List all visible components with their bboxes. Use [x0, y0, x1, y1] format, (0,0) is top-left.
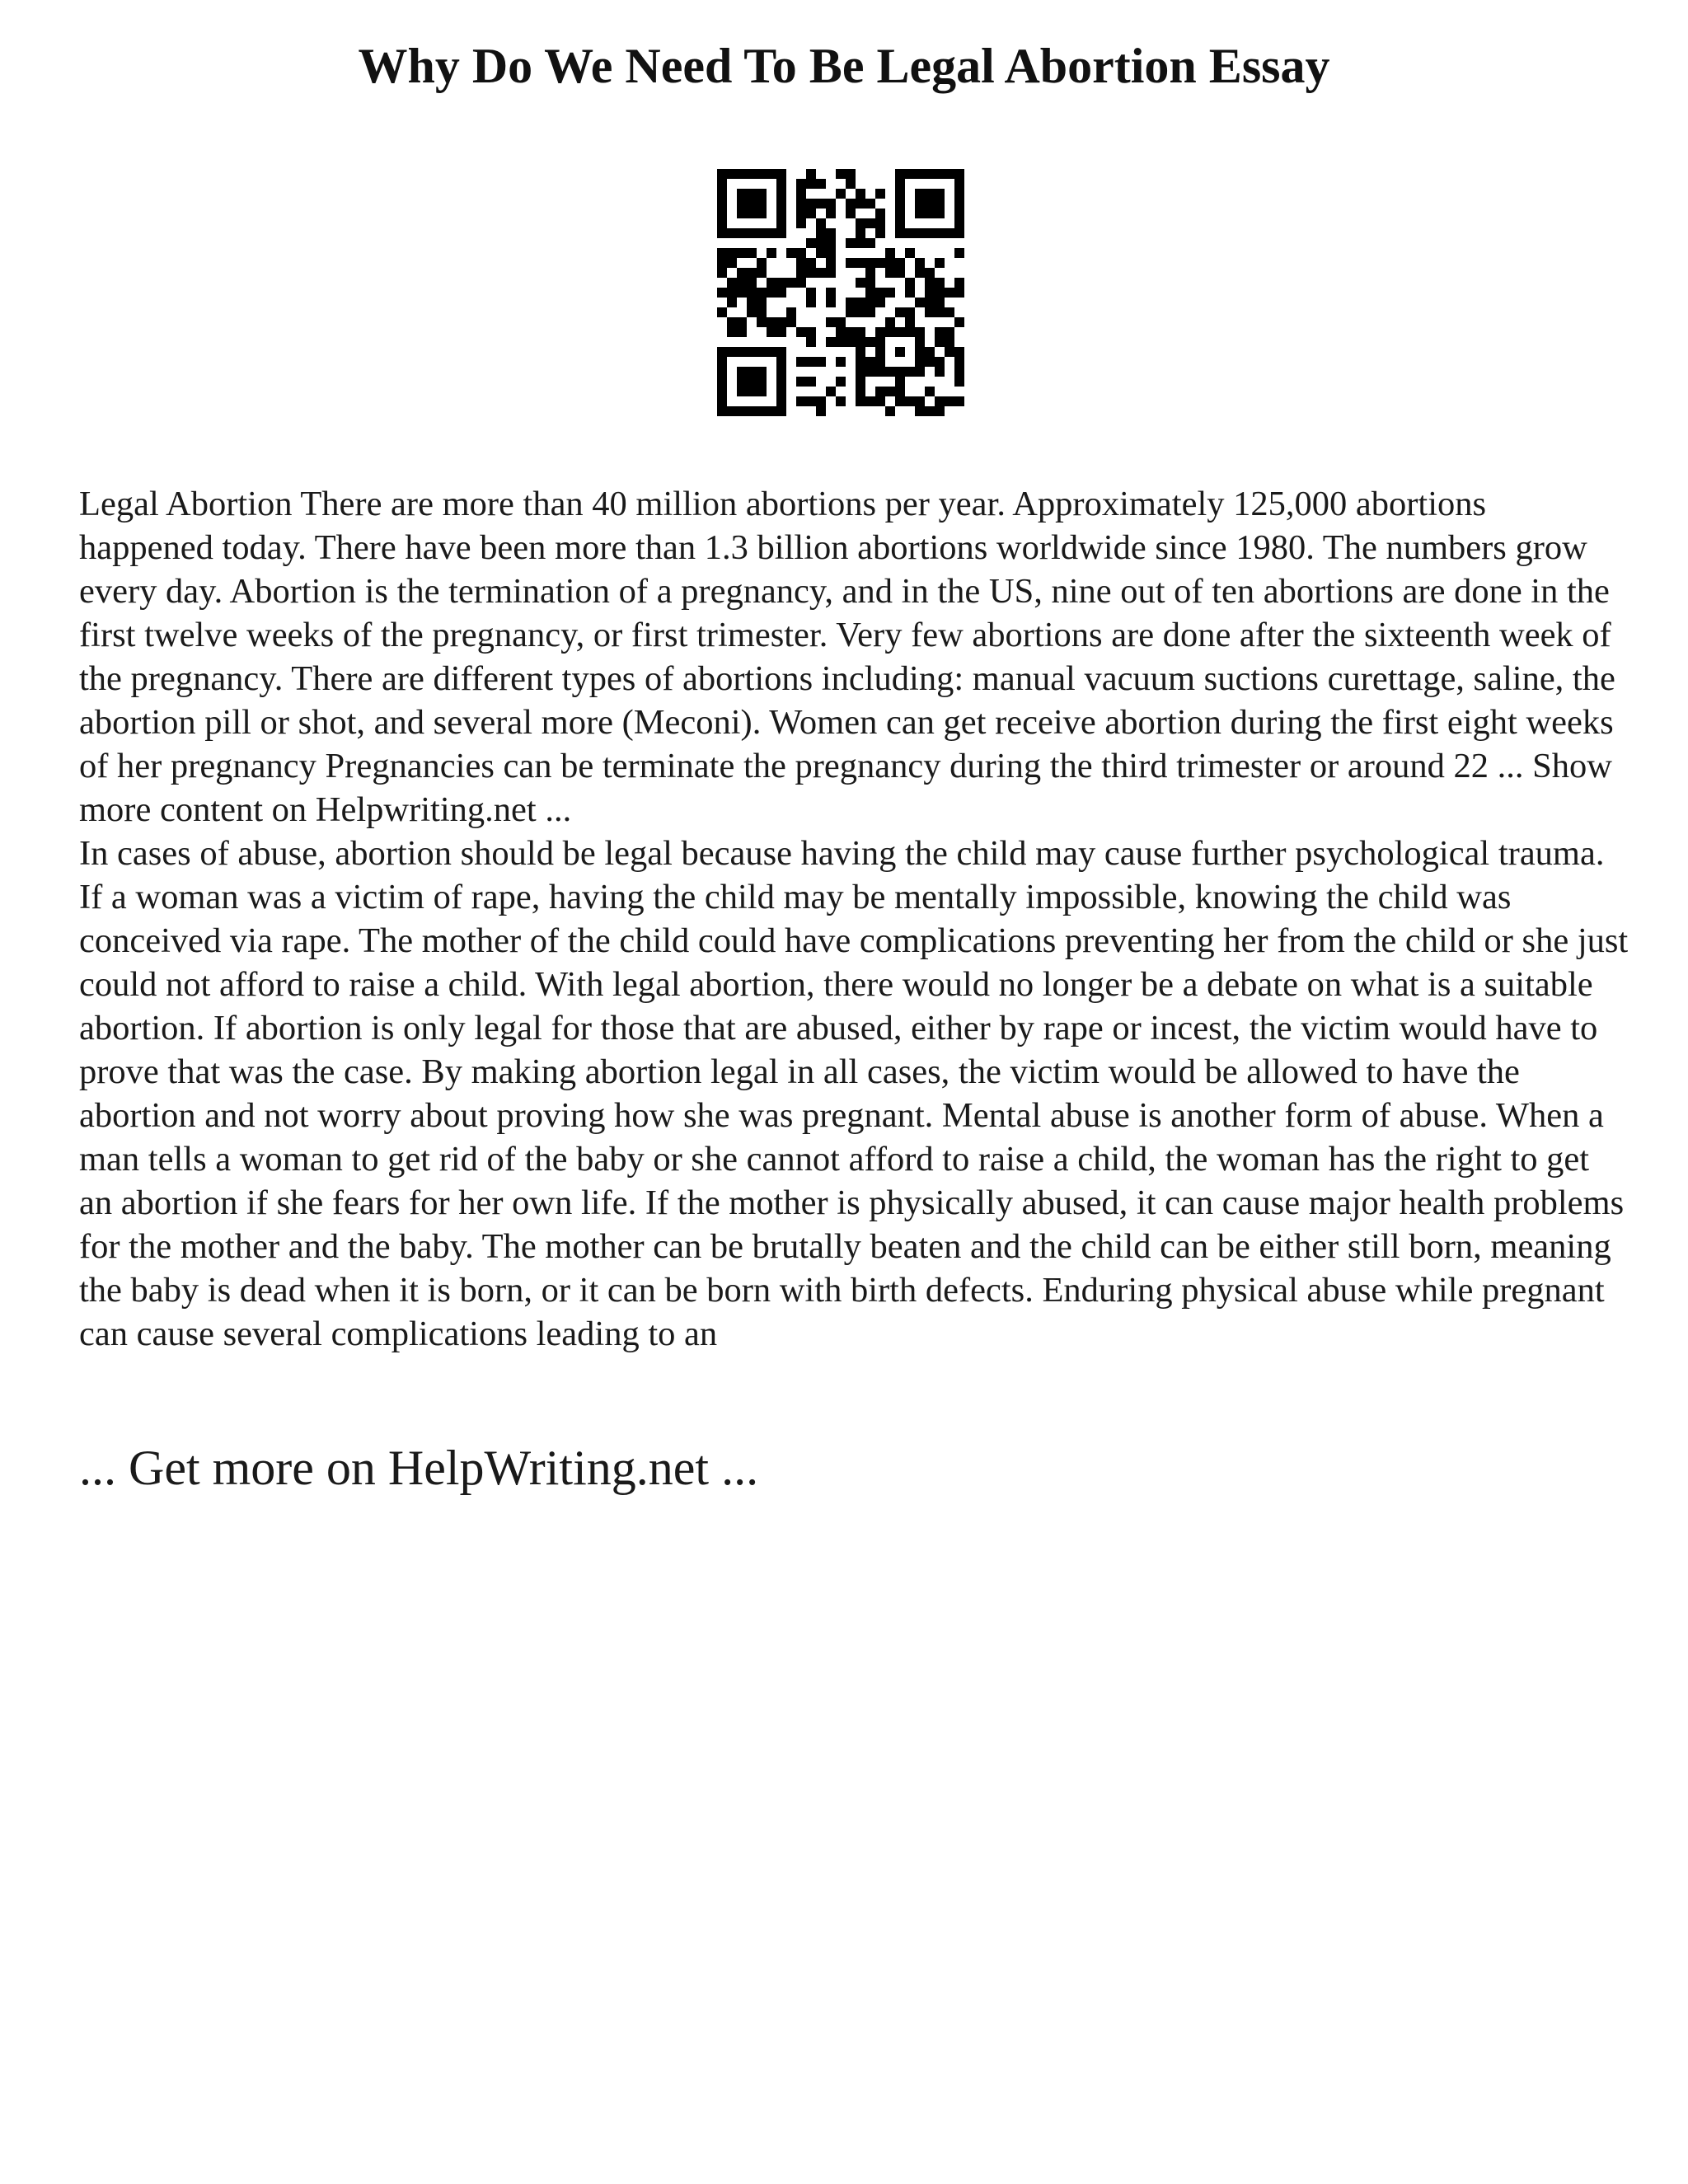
essay-body	[79, 482, 1629, 1356]
get-more-link[interactable]: ... Get more on HelpWriting.net ...	[79, 1441, 759, 1495]
page-title: Why Do We Need To Be Legal Abortion Essay	[358, 39, 1330, 93]
essay-paragraph-2: In cases of abuse, abortion should be legal because having the child may cause further psychological trauma. If a woman was a victim of rape, having the child may be mentally impossible, knowing the child was conceived via rape. The mother of the child could have complications preventing her from the child or she just could not afford to raise a child. With legal abortion, there would no longer be a debate on what is a suitable abortion. If abortion is only legal for those that are abused, either by rape or incest, the victim would have to prove that was the case. By making abortion legal in all cases, the victim would be allowed to have the abortion and not worry about proving how she was pregnant. Mental abuse is another form of abuse. When a man tells a woman to get rid of the baby or she cannot afford to raise a child, the woman has the right to get an abortion if she fears for her own life. If the mother is physically abused, it can cause major health problems for the mother and the baby. The mother can be brutally beaten and the child can be either still born, meaning the baby is dead when it is born, or it can be born with birth defects. Enduring physical abuse while pregnant can cause several complications leading to an	[79, 834, 1629, 1353]
essay-paragraph-1: Legal Abortion There are more than 40 million abortions per year. Approximately 125,000 abortions happened today. There have been more than 1.3 billion abortions worldwide since 1980. The numbers grow every day. Abortion is the termination of a pregnancy, and in the US, nine out of ten abortions are done in the first twelve weeks of the pregnancy, or first trimester. Very few abortions are done after the sixteenth week of the pregnancy. There are different types of abortions including: manual vacuum suctions curettage, saline, the abortion pill or shot, and several more (Meconi). Women can get receive abortion during the first eight weeks of her pregnancy Pregnancies can be terminate the pregnancy during the third trimester or around 22 ... Show more content on Helpwriting.net ...	[79, 485, 1615, 829]
qr-code-icon[interactable]	[717, 169, 964, 416]
